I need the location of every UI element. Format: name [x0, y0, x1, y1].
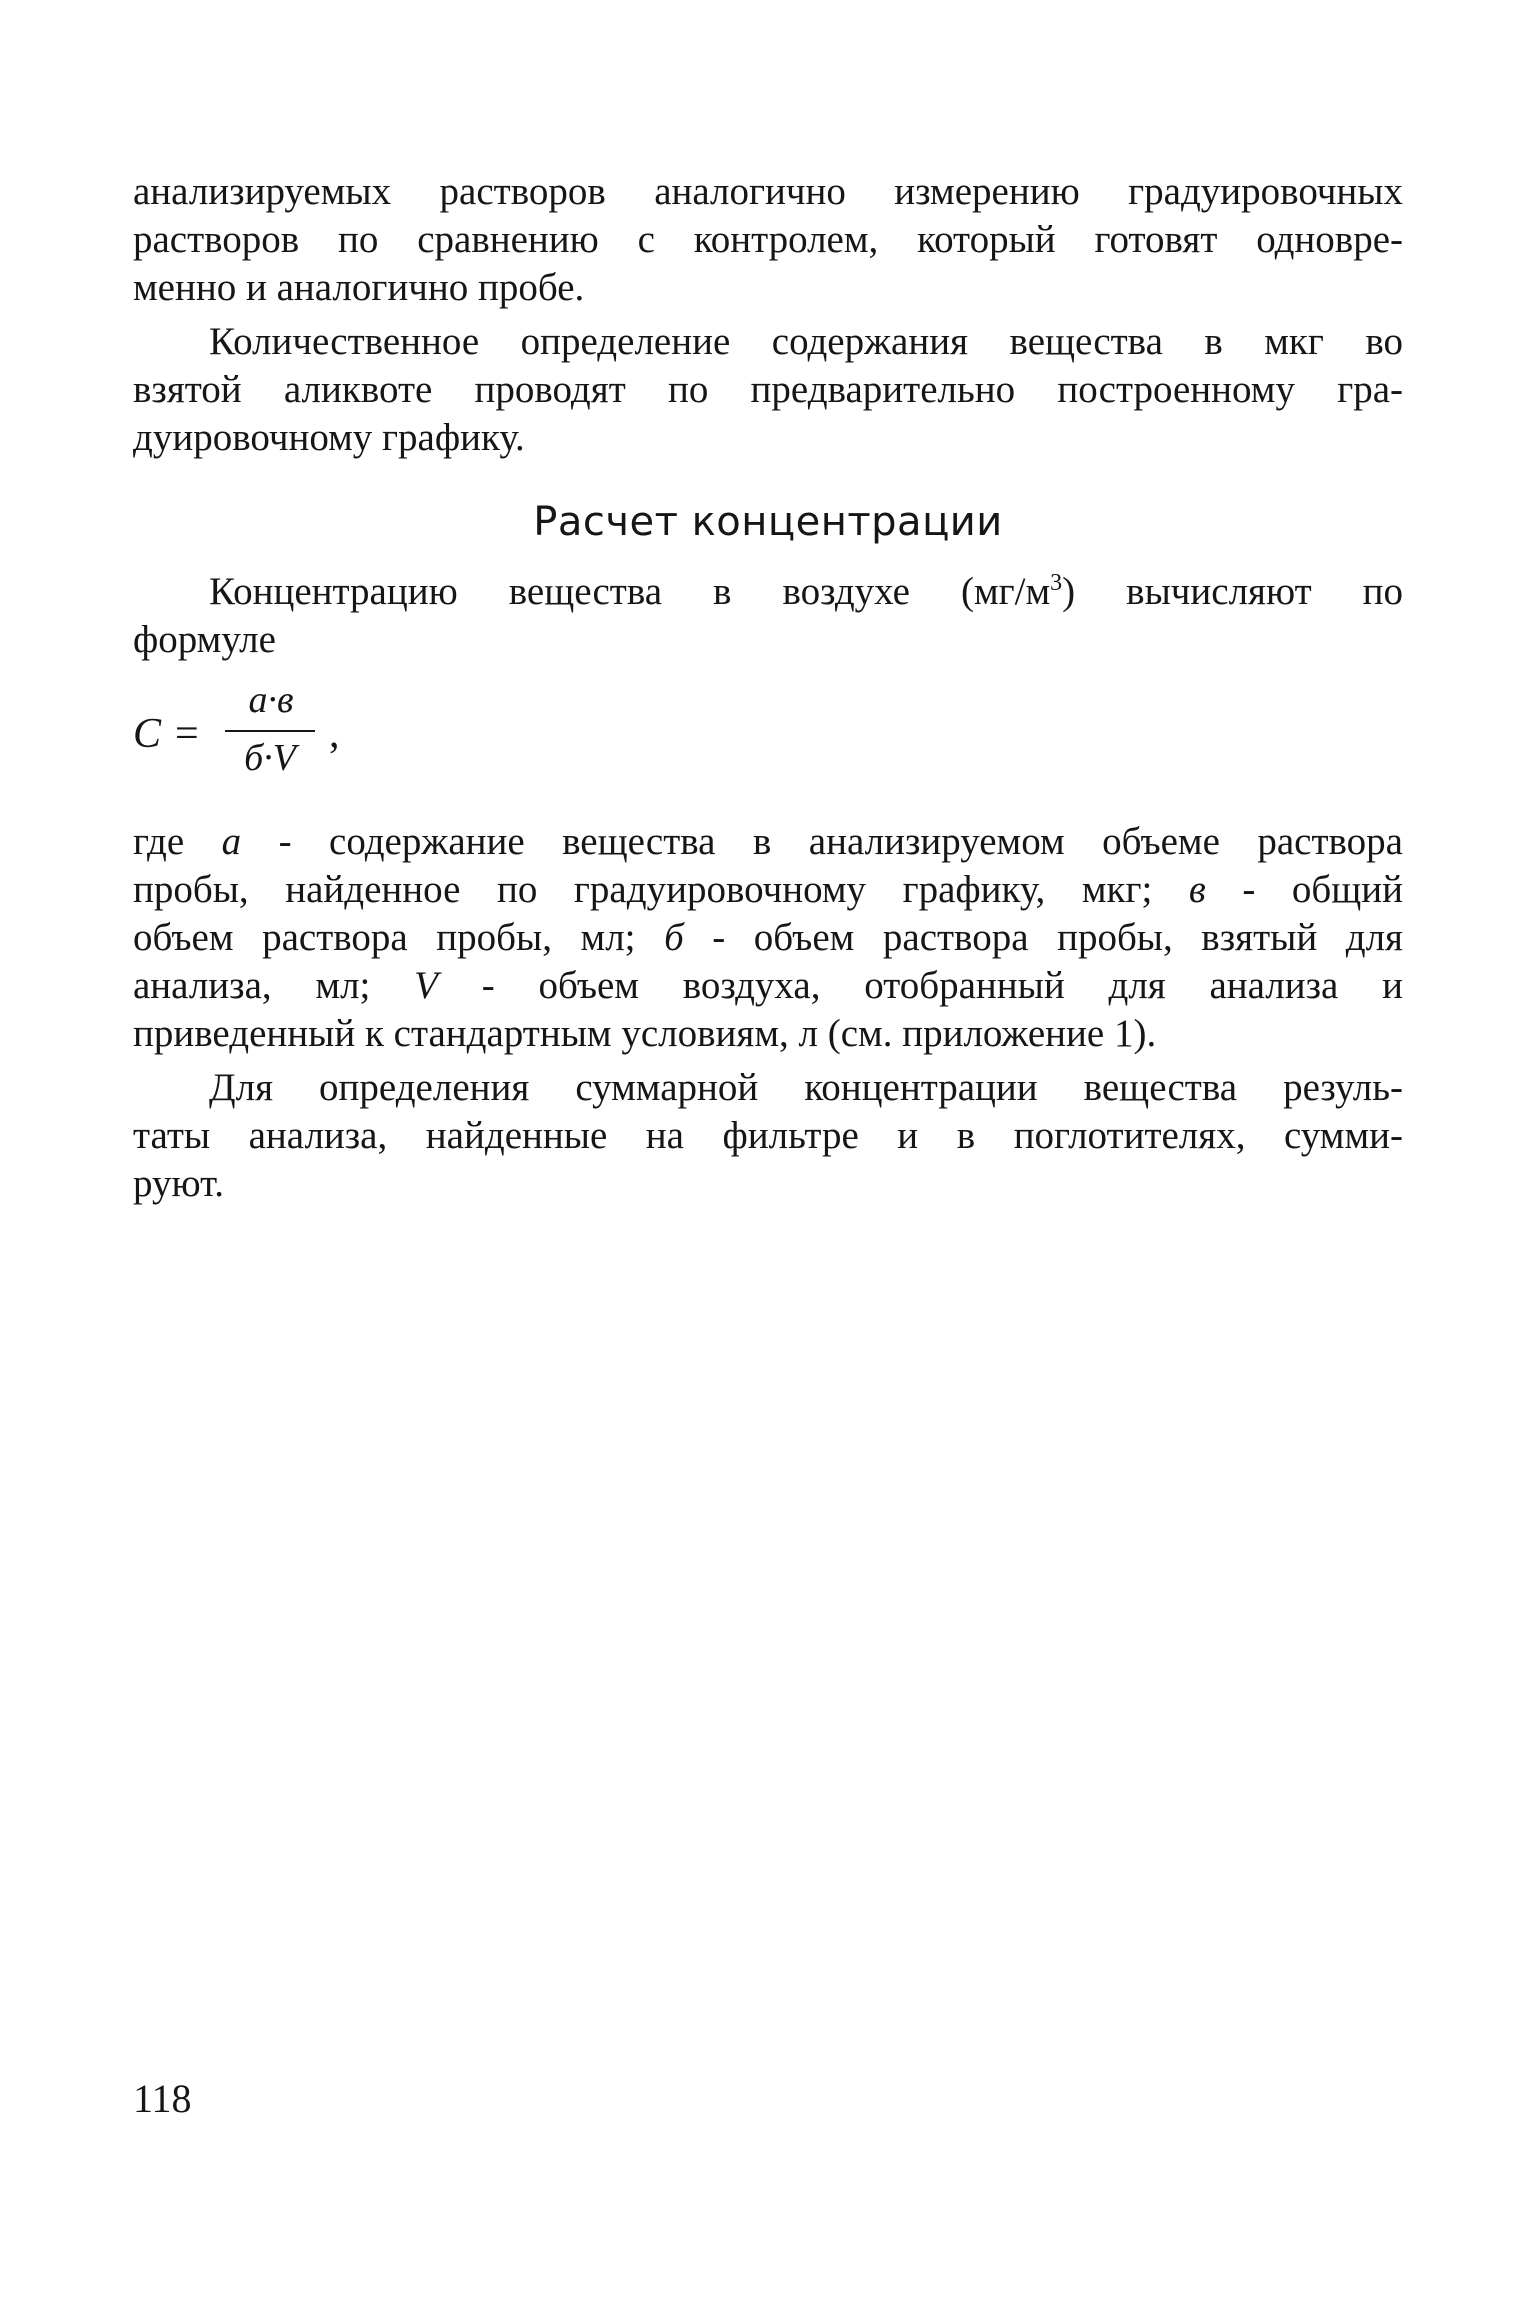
- paragraph-5-line-2: таты анализа, найденные на фильтре и в поглотителях, сумми-: [133, 1114, 1403, 1157]
- paragraph-3-line-2: формуле: [133, 618, 276, 661]
- paragraph-2-line-2: взятой аликвоте проводят по предварительно построенному гра-: [133, 368, 1403, 411]
- page-number: 118: [133, 2076, 192, 2121]
- paragraph-2: [133, 318, 1403, 462]
- paragraph-3: [133, 568, 1403, 664]
- concentration-formula: [133, 678, 1403, 798]
- variable-a: а: [221, 820, 242, 863]
- variable-volume: V: [414, 964, 438, 1007]
- paragraph-4-line-4-start: анализа, мл;: [133, 964, 415, 1007]
- paragraph-3-line-1-start: Концентрацию вещества в воздухе (мг/м: [209, 570, 1051, 613]
- variable-b: б: [664, 916, 684, 959]
- paragraph-4-line-2-end: - общий: [1205, 868, 1403, 911]
- paragraph-3-line-1: [133, 568, 1403, 616]
- paragraph-4-line-1: [133, 818, 1403, 866]
- formula-lhs: С: [133, 711, 162, 757]
- paragraph-2-line-1: Количественное определение содержания вещества в мкг во: [209, 320, 1403, 363]
- paragraph-3-line-1-end: ) вычисляют по: [1062, 570, 1403, 613]
- paragraph-4-line-4: [133, 962, 1403, 1010]
- paragraph-1-line-3: менно и аналогично пробе.: [133, 266, 585, 309]
- paragraph-1: [133, 168, 1403, 312]
- paragraph-4-line-3: [133, 914, 1403, 962]
- section-heading: Расчет концентрации: [533, 499, 1003, 545]
- formula-comma: ,: [329, 711, 340, 757]
- formula-equals: =: [175, 711, 199, 757]
- paragraph-1-line-2: растворов по сравнению с контролем, который готовят одновре-: [133, 218, 1403, 261]
- paragraph-4-line-3-start: объем раствора пробы, мл;: [133, 916, 665, 959]
- paragraph-4-line-4-end: - объем воздуха, отобранный для анализа и: [437, 964, 1403, 1007]
- paragraph-4-line-5: приведенный к стандартным условиям, л (см. приложение 1).: [133, 1012, 1157, 1055]
- paragraph-4-line-2-start: пробы, найденное по градуировочному графику, мкг;: [133, 868, 1189, 911]
- superscript-3: 3: [1050, 570, 1063, 596]
- paragraph-4-line-2: [133, 866, 1403, 914]
- paragraph-4: [133, 818, 1403, 1058]
- paragraph-5-line-1: Для определения суммарной концентрации вещества резуль-: [209, 1066, 1403, 1109]
- paragraph-5-line-3: руют.: [133, 1162, 224, 1205]
- paragraph-1-line-1: анализируемых растворов аналогично измерению градуировочных: [133, 170, 1403, 213]
- page-content: [133, 168, 1403, 1208]
- paragraph-4-line-1-start: где: [133, 820, 222, 863]
- paragraph-4-line-1-end: - содержание вещества в анализируемом объеме раствора: [241, 820, 1403, 863]
- variable-v: в: [1188, 868, 1206, 911]
- formula-numerator: а·в: [248, 679, 294, 721]
- paragraph-4-line-3-end: - объем раствора пробы, взятый для: [683, 916, 1403, 959]
- paragraph-2-line-3: дуировочному графику.: [133, 416, 525, 459]
- fraction-bar: [225, 730, 315, 732]
- paragraph-5: [133, 1064, 1403, 1208]
- formula-denominator: б·V: [244, 737, 296, 779]
